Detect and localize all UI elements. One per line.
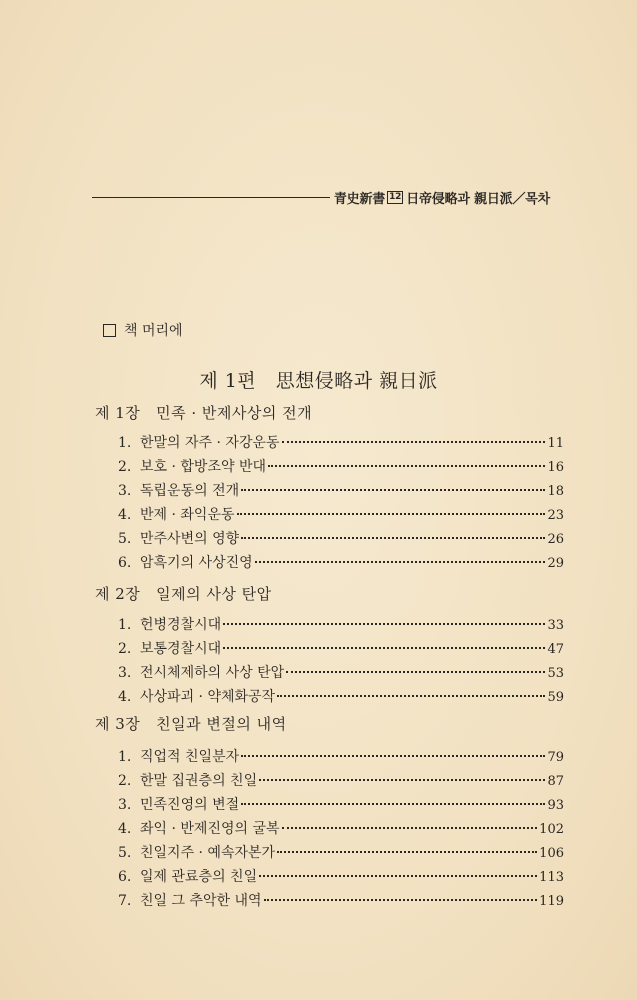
entry-page: 26 [547, 532, 564, 547]
dot-leader [255, 561, 546, 563]
toc-entry [118, 890, 564, 912]
entry-label: 보통경찰시대 [140, 641, 222, 657]
toc-entry [118, 818, 564, 840]
dot-leader [223, 623, 545, 625]
entry-label: 전시체제하의 사상 탄압 [140, 665, 285, 681]
dot-leader [286, 671, 545, 673]
entry-number: 3. [118, 665, 132, 681]
entry-page: 93 [547, 798, 564, 813]
entry-label: 보호 · 합방조약 반대 [140, 459, 266, 475]
entry-label: 사상파괴 · 약체화공작 [140, 689, 276, 705]
toc-entry [118, 432, 564, 454]
chapter-title: 제 3장 친일과 변절의 내역 [95, 715, 287, 733]
entry-number: 7. [118, 893, 132, 909]
entry-number: 3. [118, 483, 132, 499]
entry-label: 민족진영의 변절 [140, 797, 240, 813]
toc-entry [118, 528, 564, 550]
entry-label: 일제 관료층의 친일 [140, 869, 258, 885]
entry-page: 102 [539, 822, 564, 837]
dot-leader [241, 755, 545, 757]
entry-label: 친일지주 · 예속자본가 [140, 845, 276, 861]
dot-leader [264, 899, 538, 901]
toc-entry [118, 552, 564, 574]
entry-page: 59 [547, 690, 564, 705]
entry-page: 53 [547, 666, 564, 681]
toc-entry [118, 614, 564, 636]
entry-label: 헌병경찰시대 [140, 617, 222, 633]
entry-number: 6. [118, 869, 132, 885]
entry-page: 106 [539, 846, 564, 861]
entry-page: 79 [547, 750, 564, 765]
entry-number: 1. [118, 435, 132, 451]
entry-page: 119 [539, 894, 564, 909]
entry-number: 5. [118, 845, 132, 861]
toc-entry [118, 794, 564, 816]
chapter-title: 제 2장 일제의 사상 탄압 [95, 585, 272, 603]
toc-entry [118, 662, 564, 684]
dot-leader [277, 851, 537, 853]
dot-leader [268, 465, 545, 467]
toc-entry [118, 770, 564, 792]
entry-label: 반제 · 좌익운동 [140, 507, 235, 523]
entry-number: 5. [118, 531, 132, 547]
entry-page: 23 [547, 508, 564, 523]
part-title: 제 1편 思想侵略과 親日派 [199, 370, 438, 392]
entry-label: 암흑기의 사상진영 [140, 555, 253, 571]
entry-label: 직업적 친일분자 [140, 749, 240, 765]
entry-number: 2. [118, 641, 132, 657]
entry-page: 87 [547, 774, 564, 789]
dot-leader [277, 695, 545, 697]
toc-entry [118, 842, 564, 864]
entry-number: 6. [118, 555, 132, 571]
book-title: 日帝侵略과 親日派／목차 [406, 191, 550, 207]
running-head [92, 186, 550, 208]
square-icon [103, 324, 116, 337]
running-head-text [334, 188, 550, 207]
dot-leader [259, 875, 537, 877]
entry-number: 1. [118, 749, 132, 765]
dot-leader [237, 513, 546, 515]
toc-entry [118, 638, 564, 660]
preface-label: 책 머리에 [124, 323, 183, 339]
toc-entry [118, 480, 564, 502]
dot-leader [259, 779, 545, 781]
entry-number: 2. [118, 459, 132, 475]
entry-page: 33 [547, 618, 564, 633]
entry-label: 한말의 자주 · 자강운동 [140, 435, 280, 451]
dot-leader [282, 827, 538, 829]
entry-page: 11 [547, 436, 564, 451]
entry-page: 18 [547, 484, 564, 499]
dot-leader [241, 803, 545, 805]
toc-entry [118, 456, 564, 478]
entry-label: 친일 그 추악한 내역 [140, 893, 262, 909]
toc-entry [118, 686, 564, 708]
entry-label: 한말 집권층의 친일 [140, 773, 258, 789]
dot-leader [282, 441, 546, 443]
entry-number: 3. [118, 797, 132, 813]
toc-entry [118, 866, 564, 888]
entry-number: 4. [118, 821, 132, 837]
toc-entry [118, 746, 564, 768]
dot-leader [241, 489, 545, 491]
entry-label: 독립운동의 전개 [140, 483, 240, 499]
entry-number: 4. [118, 689, 132, 705]
toc-entry [118, 504, 564, 526]
entry-label: 만주사변의 영향 [140, 531, 240, 547]
dot-leader [241, 537, 545, 539]
entry-number: 2. [118, 773, 132, 789]
entry-page: 47 [547, 642, 564, 657]
preface-entry [103, 320, 183, 340]
series-name: 青史新書 [333, 191, 386, 207]
entry-label: 좌익 · 반제진영의 굴복 [140, 821, 280, 837]
entry-page: 16 [547, 460, 564, 475]
entry-number: 1. [118, 617, 132, 633]
chapter-title: 제 1장 민족 · 반제사상의 전개 [95, 404, 313, 422]
entry-page: 113 [539, 870, 564, 885]
dot-leader [223, 647, 545, 649]
series-number: 12 [389, 191, 402, 202]
entry-number: 4. [118, 507, 132, 523]
header-rule [92, 197, 330, 198]
entry-page: 29 [547, 556, 564, 571]
